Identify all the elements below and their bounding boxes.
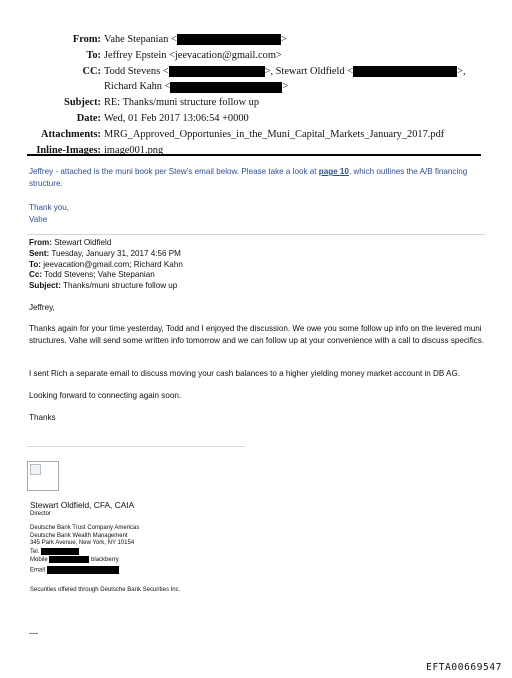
body-paragraph-2: I sent Rich a separate email to discuss moving your cash balances to a higher yielding money market account in DB AG. (29, 369, 460, 378)
header-subject-row (0, 95, 512, 111)
header-from-row (0, 32, 512, 48)
fwd-subject-row: Subject: Thanks/muni structure follow up (29, 281, 178, 291)
quote-divider (27, 234, 485, 235)
email-header (0, 32, 512, 158)
header-divider (27, 154, 481, 156)
cc-value-cont: Richard Kahn < > (104, 81, 289, 93)
redaction-bar (177, 34, 281, 45)
redaction-bar (353, 66, 457, 77)
to-value: Jeffrey Epstein <jeevacation@gmail.com> (104, 49, 282, 61)
fwd-from-row: From: Stewart Oldfield (29, 238, 112, 247)
fwd-to-row: To: jeevacation@gmail.com; Richard Kahn (29, 259, 183, 269)
subject-label: Subject: (64, 97, 101, 109)
cc-value: Todd Stevens < >, Stewart Oldfield < >, (104, 65, 466, 77)
disclaimer: Securities offered through Deutsche Bank Securities Inc. (30, 587, 181, 593)
header-date-row (0, 111, 512, 127)
fwd-cc-row: Cc: Todd Stevens; Vahe Stepanian (29, 270, 155, 280)
note-thanks: Thank you, (29, 203, 70, 212)
to-label: To: (86, 49, 101, 61)
body-paragraph-1: Thanks again for your time yesterday, Todd and I enjoyed the discussion. We owe you some follow up info on the levered muni structures. Vahe will send some written info tomorrow and we can follow up at your convenience with a call to discuss specifics. (29, 324, 485, 345)
header-cc-row-2 (0, 79, 512, 95)
body-closing: Thanks (29, 413, 56, 422)
redaction-bar (41, 548, 79, 555)
broken-image-icon (27, 461, 59, 491)
redaction-bar (170, 82, 282, 93)
redaction-bar (49, 556, 89, 563)
header-inline-images-row (0, 143, 512, 159)
note-signoff: Vahe (29, 215, 48, 224)
header-cc-row (0, 64, 512, 80)
inline-image-link[interactable]: image001.png (104, 144, 164, 156)
document-id: EFTA00669547 (426, 662, 502, 673)
attachments-label: Attachments: (40, 128, 101, 140)
date-value: Wed, 01 Feb 2017 13:06:54 +0000 (104, 112, 249, 124)
signature-name: Stewart Oldfield, CFA, CAIA (30, 500, 135, 510)
subject-value: RE: Thanks/muni structure follow up (104, 97, 260, 109)
tel-row: Tel. (30, 548, 119, 556)
email-row: Email (30, 566, 119, 574)
fwd-sent-row: Sent: Tuesday, January 31, 2017 4:56 PM (29, 248, 181, 258)
separator-text: --- (29, 628, 38, 638)
image-placeholder-icon (30, 464, 41, 475)
note-paragraph: Jeffrey - attached is the muni book per Stew's email below. Please take a look at page 10, which outlines the A/B financing structure. (29, 167, 468, 188)
redaction-bar (47, 566, 119, 574)
header-to-row (0, 48, 512, 64)
page-link[interactable]: page 10 (318, 167, 349, 176)
reply-note (29, 166, 489, 226)
attachment-link[interactable]: MRG_Approved_Opportunies_in_the_Muni_Capital_Markets_January_2017.pdf (104, 128, 445, 140)
cc-label: CC: (82, 65, 101, 77)
body-paragraph-3: Looking forward to connecting again soon. (29, 391, 182, 400)
forwarded-header (29, 238, 499, 292)
signature-phones (30, 548, 119, 564)
redaction-bar (169, 66, 265, 77)
header-attachments-row (0, 127, 512, 143)
body-greeting: Jeffrey, (29, 303, 55, 312)
inline-images-label: Inline-Images: (36, 144, 101, 156)
signature-title: Director (30, 511, 52, 517)
from-value: Vahe Stepanian < > (104, 34, 287, 45)
mobile-row: Mobile blackberry (30, 557, 119, 564)
signature-divider (27, 446, 245, 447)
signature-address-block: Deutsche Bank Trust Company Americas Deutsche Bank Wealth Management 345 Park Avenue, New York, NY 10154 (30, 525, 140, 547)
from-label: From: (72, 34, 101, 45)
date-label: Date: (76, 112, 101, 124)
